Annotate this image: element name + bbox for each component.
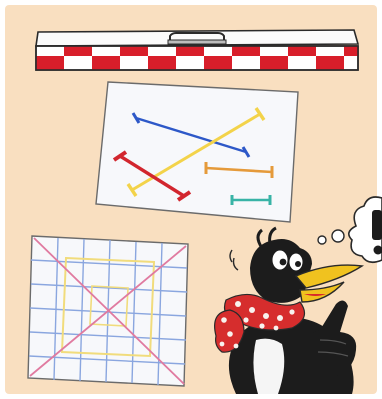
ruler-icon	[36, 30, 358, 70]
line-segments-paper-icon	[96, 82, 298, 222]
exclamation-mark-icon	[372, 210, 382, 240]
ruler-front-face	[36, 46, 358, 70]
grid-paper-icon	[28, 236, 188, 386]
crow-chest	[253, 339, 284, 394]
